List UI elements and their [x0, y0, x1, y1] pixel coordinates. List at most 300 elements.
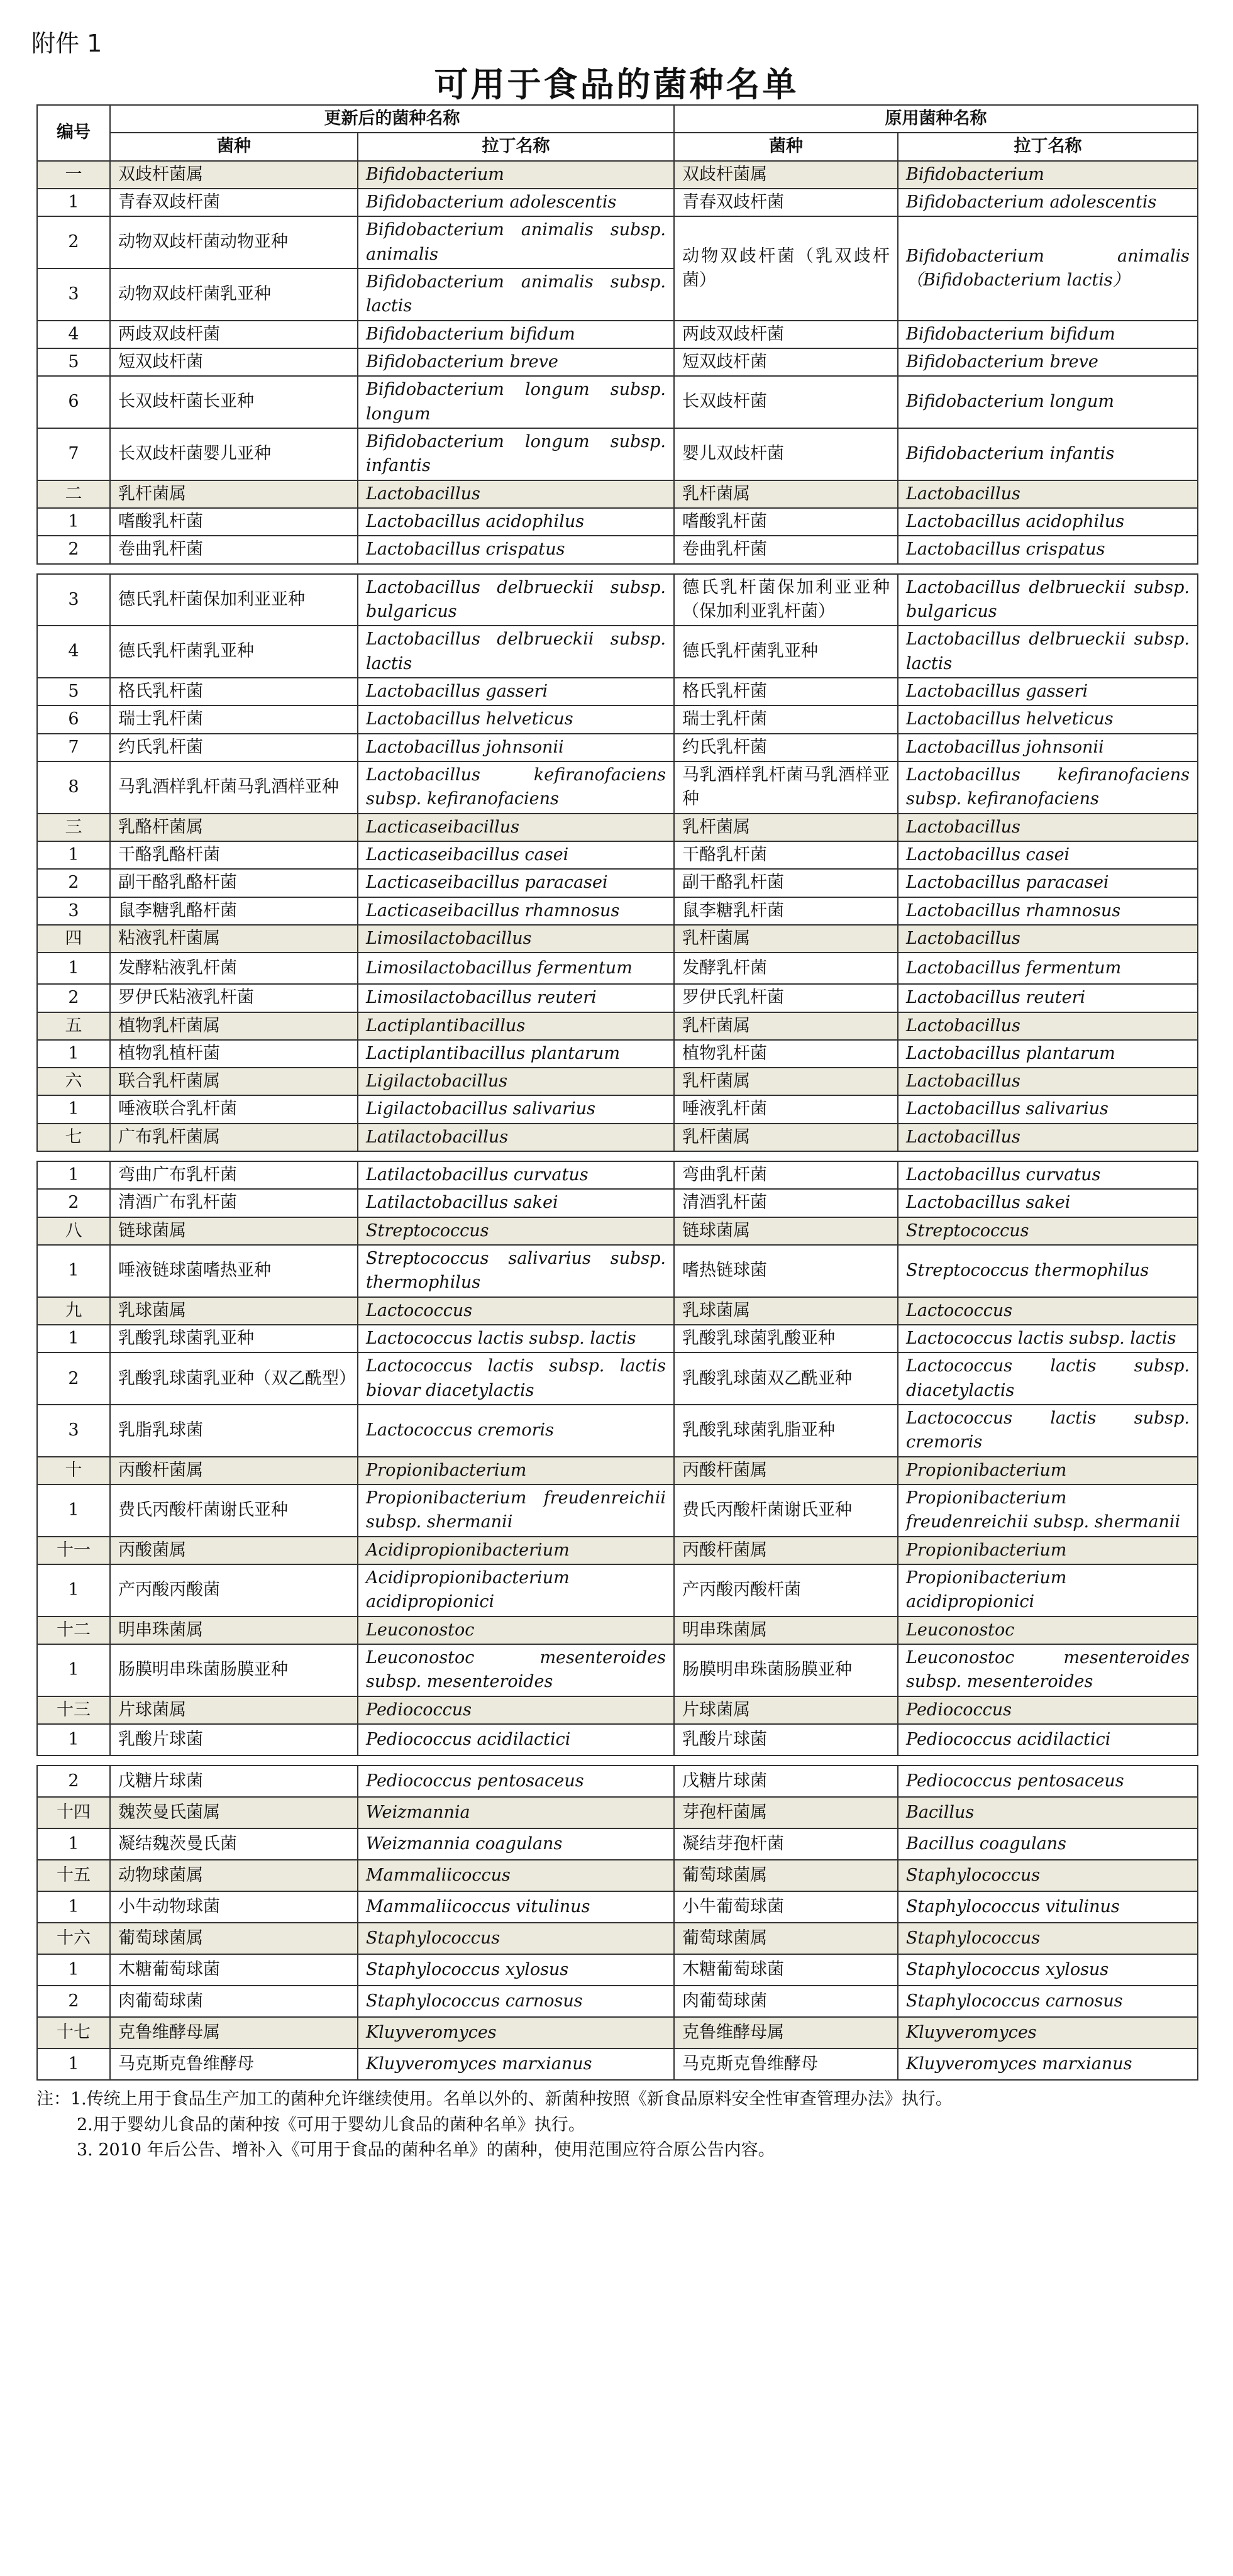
updated-strain-name: 肉葡萄球菌	[110, 1986, 358, 2017]
updated-latin-name: Lactobacillus delbrueckii subsp. bulgaricus	[358, 574, 674, 626]
original-strain-name: 鼠李糖乳杆菌	[674, 897, 898, 925]
original-latin-name: Streptococcus	[898, 1217, 1198, 1245]
row-number: 4	[37, 321, 110, 348]
updated-strain-name: 发酵粘液乳杆菌	[110, 953, 358, 984]
row-number: 7	[37, 734, 110, 761]
table-block	[36, 104, 1198, 565]
original-strain-name: 乳杆菌属	[674, 1068, 898, 1095]
table-block	[36, 573, 1198, 1153]
updated-latin-name: Lactococcus cremoris	[358, 1405, 674, 1457]
original-strain-name: 瑞士乳杆菌	[674, 705, 898, 733]
original-strain-name: 乳杆菌属	[674, 1124, 898, 1151]
updated-strain-name: 葡萄球菌属	[110, 1923, 358, 1954]
original-latin-name: Bifidobacterium bifidum	[898, 321, 1198, 348]
original-latin-name: Lactobacillus curvatus	[898, 1161, 1198, 1189]
row-number: 九	[37, 1297, 110, 1325]
updated-latin-name: Leuconostoc	[358, 1617, 674, 1644]
genus-row	[37, 1923, 1198, 1954]
updated-strain-name: 乳杆菌属	[110, 480, 358, 508]
original-strain-name: 产丙酸丙酸杆菌	[674, 1564, 898, 1617]
updated-strain-name: 乳脂乳球菌	[110, 1405, 358, 1457]
updated-strain-name: 木糖葡萄球菌	[110, 1954, 358, 1986]
updated-strain-name: 魏茨曼氏菌属	[110, 1797, 358, 1828]
row-number: 一	[37, 161, 110, 189]
row-number: 1	[37, 508, 110, 536]
notes	[36, 2087, 1233, 2164]
header-original: 原用菌种名称	[674, 105, 1198, 133]
original-strain-name: 植物乳杆菌	[674, 1040, 898, 1068]
row-number: 2	[37, 1352, 110, 1405]
row-number: 1	[37, 841, 110, 869]
table-block	[36, 1161, 1198, 1756]
row-number: 1	[37, 953, 110, 984]
row-number: 1	[37, 189, 110, 216]
document-title: 可用于食品的菌种名单	[434, 65, 799, 104]
updated-latin-name: Lactiplantibacillus	[358, 1012, 674, 1040]
updated-latin-name: Pediococcus pentosaceus	[358, 1766, 674, 1797]
updated-latin-name: Propionibacterium	[358, 1457, 674, 1484]
species-row	[37, 216, 1198, 268]
updated-latin-name: Lactobacillus kefiranofaciens subsp. kefiranofaciens	[358, 761, 674, 814]
original-latin-name: Lactobacillus crispatus	[898, 536, 1198, 563]
original-strain-name: 克鲁维酵母属	[674, 2017, 898, 2048]
genus-row	[37, 1457, 1198, 1484]
row-number: 十七	[37, 2017, 110, 2048]
original-latin-name: Lactobacillus helveticus	[898, 705, 1198, 733]
genus-row	[37, 1696, 1198, 1724]
updated-strain-name: 克鲁维酵母属	[110, 2017, 358, 2048]
species-row	[37, 2048, 1198, 2080]
row-number: 3	[37, 1405, 110, 1457]
original-strain-name: 嗜酸乳杆菌	[674, 508, 898, 536]
updated-latin-name: Lactobacillus johnsonii	[358, 734, 674, 761]
original-strain-name: 肠膜明串珠菌肠膜亚种	[674, 1644, 898, 1696]
species-row	[37, 1828, 1198, 1860]
updated-strain-name: 两歧双歧杆菌	[110, 321, 358, 348]
original-latin-name: Lactobacillus reuteri	[898, 984, 1198, 1012]
species-row	[37, 1484, 1198, 1537]
genus-row	[37, 1537, 1198, 1564]
original-latin-name: Staphylococcus vitulinus	[898, 1891, 1198, 1923]
updated-strain-name: 联合乳杆菌属	[110, 1068, 358, 1095]
row-number: 十六	[37, 1923, 110, 1954]
original-strain-name: 戊糖片球菌	[674, 1766, 898, 1797]
original-latin-name: Pediococcus	[898, 1696, 1198, 1724]
table-section	[36, 573, 1197, 1153]
original-strain-name: 乳酸片球菌	[674, 1724, 898, 1755]
species-row	[37, 189, 1198, 216]
updated-strain-name: 戊糖片球菌	[110, 1766, 358, 1797]
row-number: 1	[37, 1564, 110, 1617]
header-updated-strain: 菌种	[110, 133, 358, 160]
row-number: 2	[37, 1986, 110, 2017]
species-row	[37, 678, 1198, 705]
updated-latin-name: Propionibacterium freudenreichii subsp. shermanii	[358, 1484, 674, 1537]
original-latin-name: Lactococcus lactis subsp. diacetylactis	[898, 1352, 1198, 1405]
row-number: 1	[37, 1828, 110, 1860]
updated-strain-name: 片球菌属	[110, 1696, 358, 1724]
updated-latin-name: Kluyveromyces marxianus	[358, 2048, 674, 2080]
species-row	[37, 1040, 1198, 1068]
table-block	[36, 1765, 1198, 2081]
updated-latin-name: Limosilactobacillus fermentum	[358, 953, 674, 984]
original-strain-name: 丙酸杆菌属	[674, 1457, 898, 1484]
row-number: 2	[37, 869, 110, 897]
original-latin-name: Staphylococcus	[898, 1923, 1198, 1954]
updated-latin-name: Lactiplantibacillus plantarum	[358, 1040, 674, 1068]
updated-strain-name: 干酪乳酪杆菌	[110, 841, 358, 869]
original-latin-name: Lactobacillus	[898, 814, 1198, 841]
original-strain-name: 短双歧杆菌	[674, 348, 898, 376]
row-number: 六	[37, 1068, 110, 1095]
row-number: 1	[37, 1095, 110, 1123]
updated-strain-name: 肠膜明串珠菌肠膜亚种	[110, 1644, 358, 1696]
species-row	[37, 508, 1198, 536]
updated-strain-name: 唾液联合乳杆菌	[110, 1095, 358, 1123]
original-strain-name: 干酪乳杆菌	[674, 841, 898, 869]
original-strain-name: 费氏丙酸杆菌谢氏亚种	[674, 1484, 898, 1537]
updated-strain-name: 乳酪杆菌属	[110, 814, 358, 841]
updated-latin-name: Mammaliicoccus	[358, 1860, 674, 1891]
updated-strain-name: 产丙酸丙酸菌	[110, 1564, 358, 1617]
updated-strain-name: 植物乳植杆菌	[110, 1040, 358, 1068]
species-row	[37, 1405, 1198, 1457]
row-number: 十一	[37, 1537, 110, 1564]
updated-strain-name: 凝结魏茨曼氏菌	[110, 1828, 358, 1860]
updated-strain-name: 青春双歧杆菌	[110, 189, 358, 216]
original-strain-name: 乳酸乳球菌乳脂亚种	[674, 1405, 898, 1457]
original-strain-name: 德氏乳杆菌乳亚种	[674, 626, 898, 678]
species-row	[37, 1189, 1198, 1217]
updated-latin-name: Bifidobacterium	[358, 161, 674, 189]
updated-strain-name: 丙酸杆菌属	[110, 1457, 358, 1484]
updated-strain-name: 长双歧杆菌长亚种	[110, 376, 358, 428]
updated-latin-name: Lactococcus lactis subsp. lactis biovar diacetylactis	[358, 1352, 674, 1405]
header-row	[37, 105, 1198, 133]
original-latin-name: Propionibacterium acidipropionici	[898, 1564, 1198, 1617]
original-strain-name: 罗伊氏乳杆菌	[674, 984, 898, 1012]
original-latin-name: Lactobacillus	[898, 480, 1198, 508]
updated-strain-name: 格氏乳杆菌	[110, 678, 358, 705]
updated-latin-name: Lactobacillus	[358, 480, 674, 508]
note-1: 注：1.传统上用于食品生产加工的菌种允许继续使用。名单以外的、新菌种按照《新食品原料安全性审查管理办法》执行。	[36, 2089, 953, 2109]
original-strain-name: 乳酸乳球菌乳酸亚种	[674, 1325, 898, 1352]
species-row	[37, 897, 1198, 925]
updated-latin-name: Pediococcus acidilactici	[358, 1724, 674, 1755]
original-strain-name: 乳杆菌属	[674, 1012, 898, 1040]
updated-latin-name: Streptococcus	[358, 1217, 674, 1245]
updated-latin-name: Staphylococcus	[358, 1923, 674, 1954]
updated-latin-name: Ligilactobacillus	[358, 1068, 674, 1095]
updated-strain-name: 副干酪乳酪杆菌	[110, 869, 358, 897]
original-strain-name: 葡萄球菌属	[674, 1860, 898, 1891]
original-latin-name: Leuconostoc mesenteroides subsp. mesenteroides	[898, 1644, 1198, 1696]
updated-strain-name: 德氏乳杆菌保加利亚亚种	[110, 574, 358, 626]
updated-strain-name: 明串珠菌属	[110, 1617, 358, 1644]
updated-latin-name: Bifidobacterium longum subsp. infantis	[358, 428, 674, 480]
updated-latin-name: Ligilactobacillus salivarius	[358, 1095, 674, 1123]
species-row	[37, 1564, 1198, 1617]
original-strain-name: 婴儿双歧杆菌	[674, 428, 898, 480]
species-row	[37, 626, 1198, 678]
original-latin-name: Bacillus coagulans	[898, 1828, 1198, 1860]
updated-strain-name: 乳酸片球菌	[110, 1724, 358, 1755]
updated-strain-name: 约氏乳杆菌	[110, 734, 358, 761]
updated-latin-name: Pediococcus	[358, 1696, 674, 1724]
row-number: 十四	[37, 1797, 110, 1828]
row-number: 3	[37, 268, 110, 321]
updated-latin-name: Streptococcus salivarius subsp. thermophilus	[358, 1245, 674, 1297]
row-number: 4	[37, 626, 110, 678]
updated-strain-name: 链球菌属	[110, 1217, 358, 1245]
species-row	[37, 705, 1198, 733]
original-strain-name: 清酒乳杆菌	[674, 1189, 898, 1217]
updated-strain-name: 动物双歧杆菌乳亚种	[110, 268, 358, 321]
updated-strain-name: 乳酸乳球菌乳亚种（双乙酰型）	[110, 1352, 358, 1405]
updated-latin-name: Weizmannia coagulans	[358, 1828, 674, 1860]
original-strain-name: 副干酪乳杆菌	[674, 869, 898, 897]
row-number: 6	[37, 705, 110, 733]
species-row	[37, 841, 1198, 869]
updated-latin-name: Bifidobacterium animalis subsp. animalis	[358, 216, 674, 268]
genus-row	[37, 1297, 1198, 1325]
original-latin-name: Lactobacillus	[898, 925, 1198, 953]
original-strain-name: 乳球菌属	[674, 1297, 898, 1325]
row-number: 十二	[37, 1617, 110, 1644]
original-strain-name: 长双歧杆菌	[674, 376, 898, 428]
row-number: 1	[37, 1161, 110, 1189]
original-strain-name: 芽孢杆菌属	[674, 1797, 898, 1828]
species-row	[37, 1954, 1198, 1986]
original-strain-name: 发酵乳杆菌	[674, 953, 898, 984]
original-latin-name: Lactobacillus sakei	[898, 1189, 1198, 1217]
updated-strain-name: 清酒广布乳杆菌	[110, 1189, 358, 1217]
original-latin-name: Lactobacillus gasseri	[898, 678, 1198, 705]
genus-row	[37, 1217, 1198, 1245]
species-row	[37, 1644, 1198, 1696]
original-strain-name: 马克斯克鲁维酵母	[674, 2048, 898, 2080]
original-latin-name: Propionibacterium	[898, 1457, 1198, 1484]
updated-latin-name: Bifidobacterium breve	[358, 348, 674, 376]
subheader-row	[37, 133, 1198, 160]
updated-latin-name: Kluyveromyces	[358, 2017, 674, 2048]
species-row	[37, 1724, 1198, 1755]
row-number: 1	[37, 1040, 110, 1068]
row-number: 1	[37, 1891, 110, 1923]
original-latin-name: Bifidobacterium animalis （Bifidobacterium lactis）	[898, 216, 1198, 320]
original-strain-name: 德氏乳杆菌保加利亚亚种（保加利亚乳杆菌）	[674, 574, 898, 626]
original-latin-name: Lactobacillus paracasei	[898, 869, 1198, 897]
row-number: 1	[37, 1245, 110, 1297]
updated-latin-name: Bifidobacterium longum subsp. longum	[358, 376, 674, 428]
updated-latin-name: Lactococcus lactis subsp. lactis	[358, 1325, 674, 1352]
row-number: 2	[37, 984, 110, 1012]
species-row	[37, 761, 1198, 814]
updated-latin-name: Acidipropionibacterium	[358, 1537, 674, 1564]
note-3: 3. 2010 年后公告、增补入《可用于食品的菌种名单》的菌种，使用范围应符合原公告内容。	[77, 2140, 775, 2160]
row-number: 三	[37, 814, 110, 841]
genus-row	[37, 1124, 1198, 1151]
genus-row	[37, 1797, 1198, 1828]
row-number: 2	[37, 216, 110, 268]
original-latin-name: Bifidobacterium breve	[898, 348, 1198, 376]
genus-row	[37, 1617, 1198, 1644]
original-latin-name: Lactobacillus delbrueckii subsp. bulgaricus	[898, 574, 1198, 626]
row-number: 2	[37, 1766, 110, 1797]
original-latin-name: Staphylococcus	[898, 1860, 1198, 1891]
table-section	[36, 1765, 1197, 2081]
updated-strain-name: 丙酸菌属	[110, 1537, 358, 1564]
original-latin-name: Lactobacillus kefiranofaciens subsp. kefiranofaciens	[898, 761, 1198, 814]
original-latin-name: Staphylococcus carnosus	[898, 1986, 1198, 2017]
updated-latin-name: Staphylococcus xylosus	[358, 1954, 674, 1986]
row-number: 七	[37, 1124, 110, 1151]
species-row	[37, 869, 1198, 897]
original-latin-name: Lactococcus	[898, 1297, 1198, 1325]
original-latin-name: Staphylococcus xylosus	[898, 1954, 1198, 1986]
genus-row	[37, 2017, 1198, 2048]
header-original-strain: 菌种	[674, 133, 898, 160]
species-row	[37, 1161, 1198, 1189]
updated-strain-name: 鼠李糖乳酪杆菌	[110, 897, 358, 925]
table-section	[36, 104, 1197, 565]
species-row	[37, 984, 1198, 1012]
row-number: 2	[37, 1189, 110, 1217]
species-row	[37, 1766, 1198, 1797]
updated-strain-name: 粘液乳杆菌属	[110, 925, 358, 953]
updated-latin-name: Lactobacillus helveticus	[358, 705, 674, 733]
original-strain-name: 木糖葡萄球菌	[674, 1954, 898, 1986]
genus-row	[37, 1860, 1198, 1891]
updated-latin-name: Lacticaseibacillus rhamnosus	[358, 897, 674, 925]
original-latin-name: Pediococcus pentosaceus	[898, 1766, 1198, 1797]
row-number: 1	[37, 1954, 110, 1986]
species-row	[37, 1986, 1198, 2017]
row-number: 8	[37, 761, 110, 814]
genus-row	[37, 480, 1198, 508]
row-number: 1	[37, 2048, 110, 2080]
species-row	[37, 1325, 1198, 1352]
original-strain-name: 弯曲乳杆菌	[674, 1161, 898, 1189]
original-latin-name: Lactobacillus salivarius	[898, 1095, 1198, 1123]
row-number: 1	[37, 1644, 110, 1696]
row-number: 十五	[37, 1860, 110, 1891]
table-section	[36, 1161, 1197, 1756]
original-strain-name: 乳杆菌属	[674, 925, 898, 953]
original-latin-name: Lactobacillus rhamnosus	[898, 897, 1198, 925]
original-latin-name: Lactococcus lactis subsp. cremoris	[898, 1405, 1198, 1457]
updated-strain-name: 双歧杆菌属	[110, 161, 358, 189]
species-row	[37, 1352, 1198, 1405]
updated-strain-name: 唾液链球菌嗜热亚种	[110, 1245, 358, 1297]
updated-strain-name: 乳酸乳球菌乳亚种	[110, 1325, 358, 1352]
original-latin-name: Lactobacillus	[898, 1068, 1198, 1095]
updated-strain-name: 小牛动物球菌	[110, 1891, 358, 1923]
species-row	[37, 536, 1198, 563]
species-row	[37, 1891, 1198, 1923]
row-number: 3	[37, 574, 110, 626]
updated-latin-name: Lactobacillus acidophilus	[358, 508, 674, 536]
species-row	[37, 1245, 1198, 1297]
original-strain-name: 嗜热链球菌	[674, 1245, 898, 1297]
updated-latin-name: Latilactobacillus curvatus	[358, 1161, 674, 1189]
original-strain-name: 乳杆菌属	[674, 480, 898, 508]
species-row	[37, 574, 1198, 626]
original-strain-name: 凝结芽孢杆菌	[674, 1828, 898, 1860]
original-strain-name: 乳酸乳球菌双乙酰亚种	[674, 1352, 898, 1405]
species-row	[37, 734, 1198, 761]
header-num: 编号	[37, 105, 110, 161]
original-latin-name: Lactobacillus fermentum	[898, 953, 1198, 984]
updated-latin-name: Limosilactobacillus reuteri	[358, 984, 674, 1012]
original-strain-name: 小牛葡萄球菌	[674, 1891, 898, 1923]
original-latin-name: Lactobacillus casei	[898, 841, 1198, 869]
updated-latin-name: Latilactobacillus	[358, 1124, 674, 1151]
updated-latin-name: Lactococcus	[358, 1297, 674, 1325]
original-strain-name: 动物双歧杆菌（乳双歧杆菌）	[674, 216, 898, 320]
original-strain-name: 约氏乳杆菌	[674, 734, 898, 761]
updated-strain-name: 罗伊氏粘液乳杆菌	[110, 984, 358, 1012]
original-strain-name: 链球菌属	[674, 1217, 898, 1245]
updated-latin-name: Bifidobacterium animalis subsp. lactis	[358, 268, 674, 321]
row-number: 五	[37, 1012, 110, 1040]
row-number: 1	[37, 1724, 110, 1755]
updated-latin-name: Lactobacillus delbrueckii subsp. lactis	[358, 626, 674, 678]
updated-latin-name: Lacticaseibacillus paracasei	[358, 869, 674, 897]
updated-latin-name: Lactobacillus gasseri	[358, 678, 674, 705]
original-strain-name: 葡萄球菌属	[674, 1923, 898, 1954]
row-number: 四	[37, 925, 110, 953]
row-number: 二	[37, 480, 110, 508]
updated-strain-name: 乳球菌属	[110, 1297, 358, 1325]
original-latin-name: Lactobacillus	[898, 1124, 1198, 1151]
original-latin-name: Lactococcus lactis subsp. lactis	[898, 1325, 1198, 1352]
original-strain-name: 青春双歧杆菌	[674, 189, 898, 216]
genus-row	[37, 1068, 1198, 1095]
original-strain-name: 乳杆菌属	[674, 814, 898, 841]
row-number: 十三	[37, 1696, 110, 1724]
row-number: 八	[37, 1217, 110, 1245]
updated-latin-name: Bifidobacterium adolescentis	[358, 189, 674, 216]
original-strain-name: 格氏乳杆菌	[674, 678, 898, 705]
updated-latin-name: Leuconostoc mesenteroides subsp. mesenteroides	[358, 1644, 674, 1696]
original-strain-name: 马乳酒样乳杆菌马乳酒样亚种	[674, 761, 898, 814]
annex-label: 附件 1	[31, 30, 102, 57]
original-latin-name: Bifidobacterium	[898, 161, 1198, 189]
original-latin-name: Lactobacillus	[898, 1012, 1198, 1040]
updated-strain-name: 卷曲乳杆菌	[110, 536, 358, 563]
updated-strain-name: 广布乳杆菌属	[110, 1124, 358, 1151]
updated-latin-name: Acidipropionibacterium acidipropionici	[358, 1564, 674, 1617]
species-row	[37, 376, 1198, 428]
updated-strain-name: 弯曲广布乳杆菌	[110, 1161, 358, 1189]
species-row	[37, 348, 1198, 376]
original-latin-name: Bacillus	[898, 1797, 1198, 1828]
updated-latin-name: Lactobacillus crispatus	[358, 536, 674, 563]
updated-latin-name: Latilactobacillus sakei	[358, 1189, 674, 1217]
updated-strain-name: 德氏乳杆菌乳亚种	[110, 626, 358, 678]
updated-strain-name: 动物双歧杆菌动物亚种	[110, 216, 358, 268]
original-latin-name: Bifidobacterium longum	[898, 376, 1198, 428]
updated-strain-name: 长双歧杆菌婴儿亚种	[110, 428, 358, 480]
species-row	[37, 953, 1198, 984]
row-number: 1	[37, 1484, 110, 1537]
updated-strain-name: 短双歧杆菌	[110, 348, 358, 376]
row-number: 十	[37, 1457, 110, 1484]
original-strain-name: 两歧双歧杆菌	[674, 321, 898, 348]
original-latin-name: Streptococcus thermophilus	[898, 1245, 1198, 1297]
updated-strain-name: 马乳酒样乳杆菌马乳酒样亚种	[110, 761, 358, 814]
